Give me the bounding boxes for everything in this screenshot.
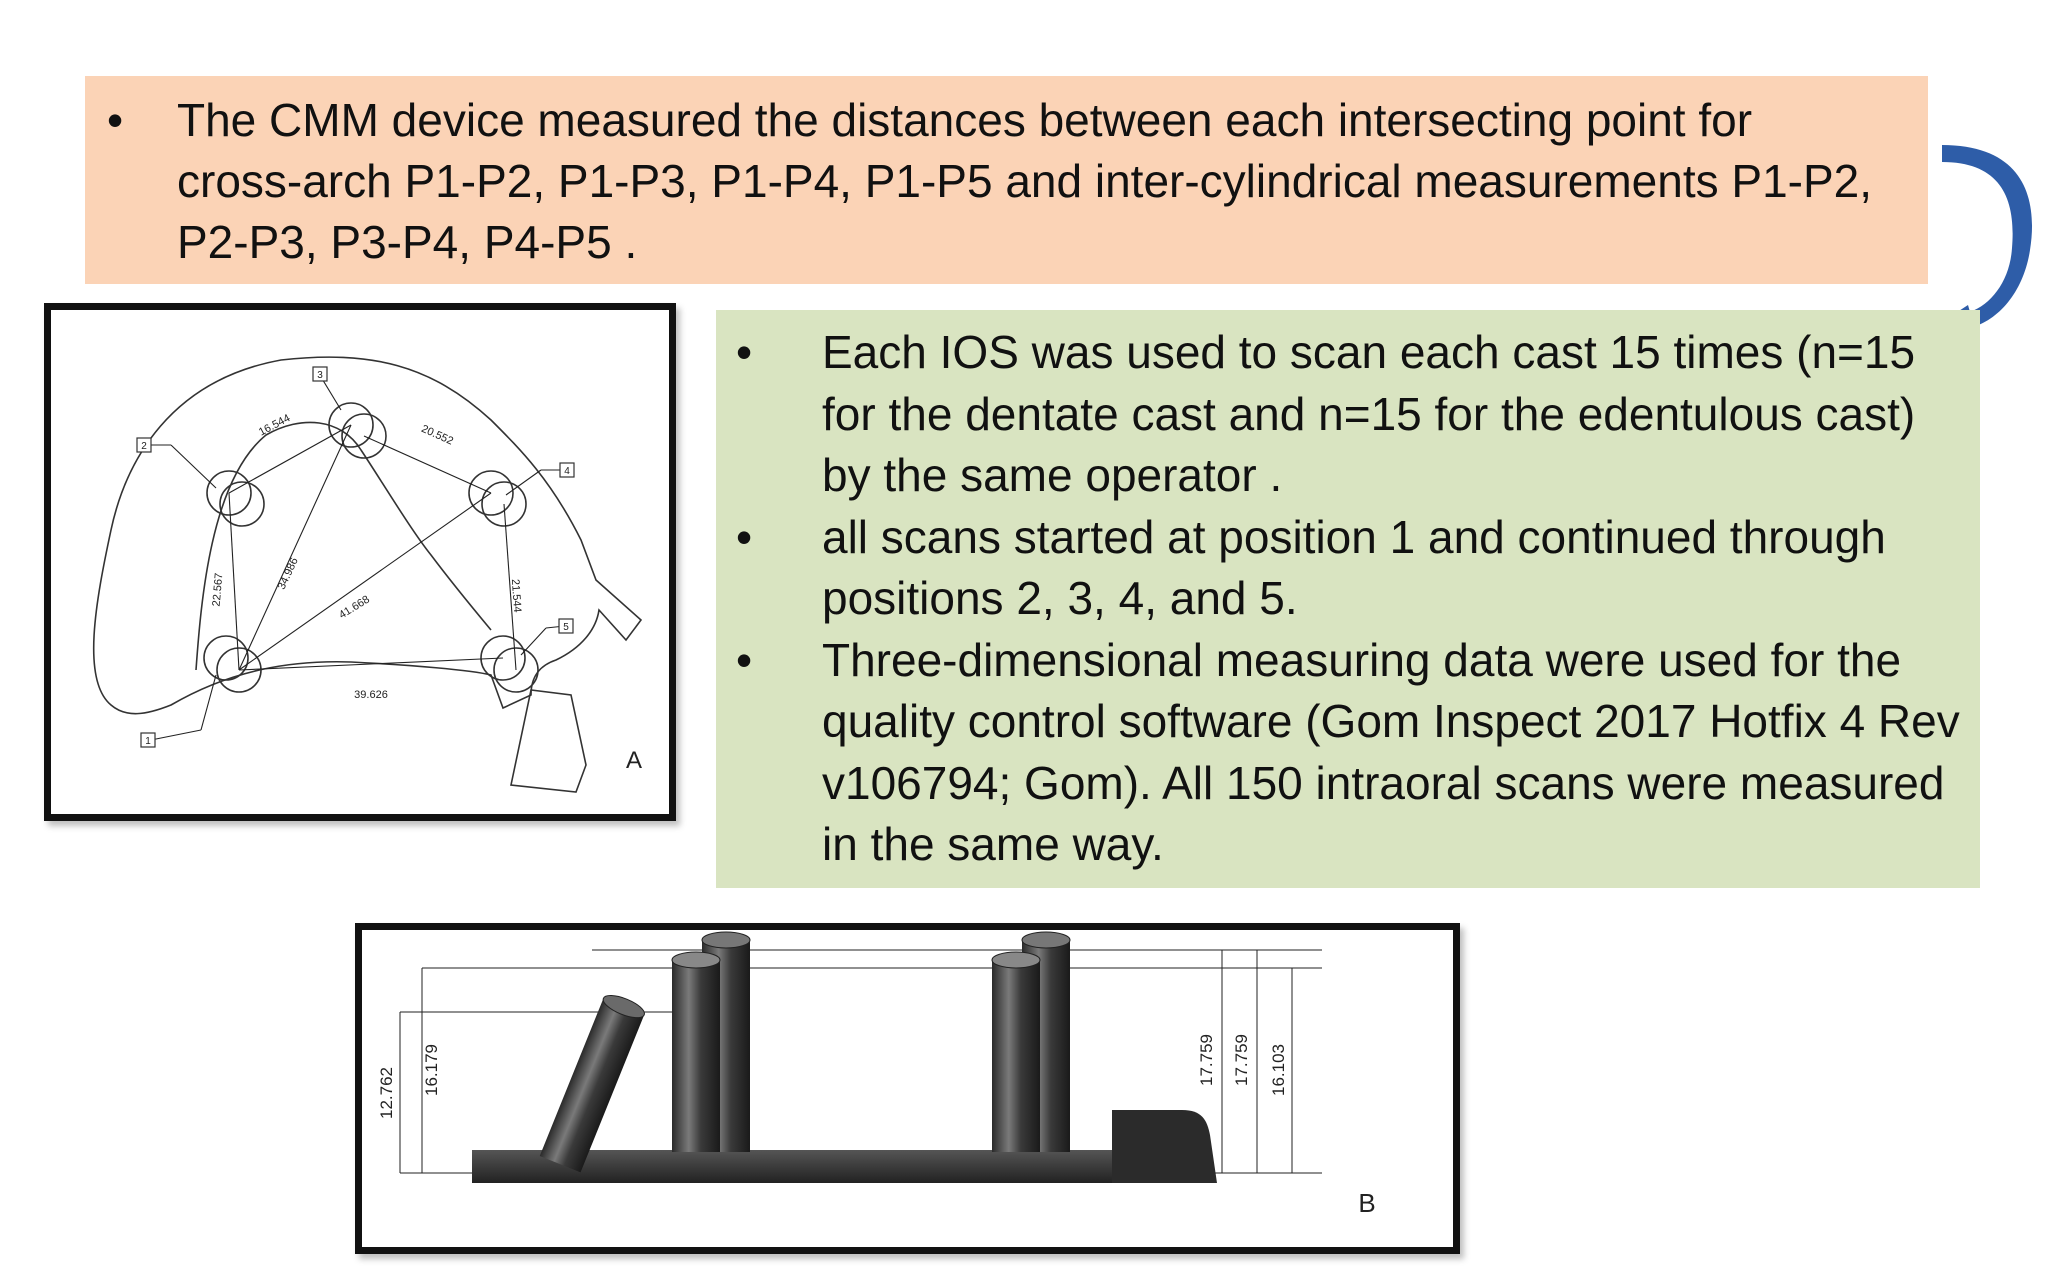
dim-p1-p4: 41.668 (336, 593, 372, 622)
bullet-text: Each IOS was used to scan each cast 15 times (n=15 for the dentate cast and n=15 for the edentulous cast) by the same operator . (822, 326, 1916, 501)
side-view-diagram (362, 930, 1453, 1247)
bullet-text: Three-dimensional measuring data were used for the quality control software (Gom Inspect 2017 Hotfix 4 Rev v106794; Gom). All 150 intraoral scans were measured in the same way. (822, 633, 1960, 870)
scan-procedure-box (716, 310, 1980, 888)
bullet-item (736, 630, 1960, 876)
bullet-item (736, 507, 1960, 630)
position-label-1: 1 (145, 736, 151, 747)
dim-p1-p5: 39.626 (354, 689, 388, 701)
dim-17759-b: 17.759 (1232, 1034, 1251, 1086)
panel-label-a: A (625, 747, 643, 774)
dim-p3-p4: 20.552 (419, 422, 456, 448)
figure-a-top-view (44, 303, 676, 821)
dim-16103: 16.103 (1269, 1044, 1288, 1096)
dim-p2-p3: 16.544 (256, 412, 293, 439)
dim-16179: 16.179 (422, 1044, 441, 1096)
bullet-dot: • (736, 633, 753, 686)
dim-12762: 12.762 (377, 1067, 396, 1119)
arch-diagram (51, 310, 669, 814)
panel-label-b: B (1358, 1188, 1376, 1218)
dim-17759-a: 17.759 (1197, 1034, 1216, 1086)
bullet-item (107, 90, 1888, 273)
position-label-3: 3 (317, 370, 323, 381)
position-label-4: 4 (564, 466, 570, 477)
cmm-description-box (85, 76, 1928, 284)
dim-p1-p3: 34.986 (275, 555, 301, 592)
bullet-dot: • (107, 94, 124, 146)
position-label-2: 2 (141, 441, 147, 452)
bullet-text: The CMM device measured the distances between each intersecting point for cross-arch P1-P2, P1-P3, P1-P4, P1-P5 and inter-cylindrical measurements P1-P2, P2-P3, P3-P4, P4-P5 . (177, 94, 1873, 268)
bullet-dot: • (736, 326, 753, 378)
position-label-5: 5 (563, 622, 569, 633)
figure-b-side-view (355, 923, 1460, 1254)
bullet-item (736, 322, 1960, 507)
dim-p4-p5: 21.544 (508, 578, 524, 613)
dim-p1-p2: 22.567 (210, 572, 226, 608)
bullet-text: all scans started at position 1 and continued through positions 2, 3, 4, and 5. (822, 510, 1886, 624)
bullet-dot: • (736, 510, 753, 563)
